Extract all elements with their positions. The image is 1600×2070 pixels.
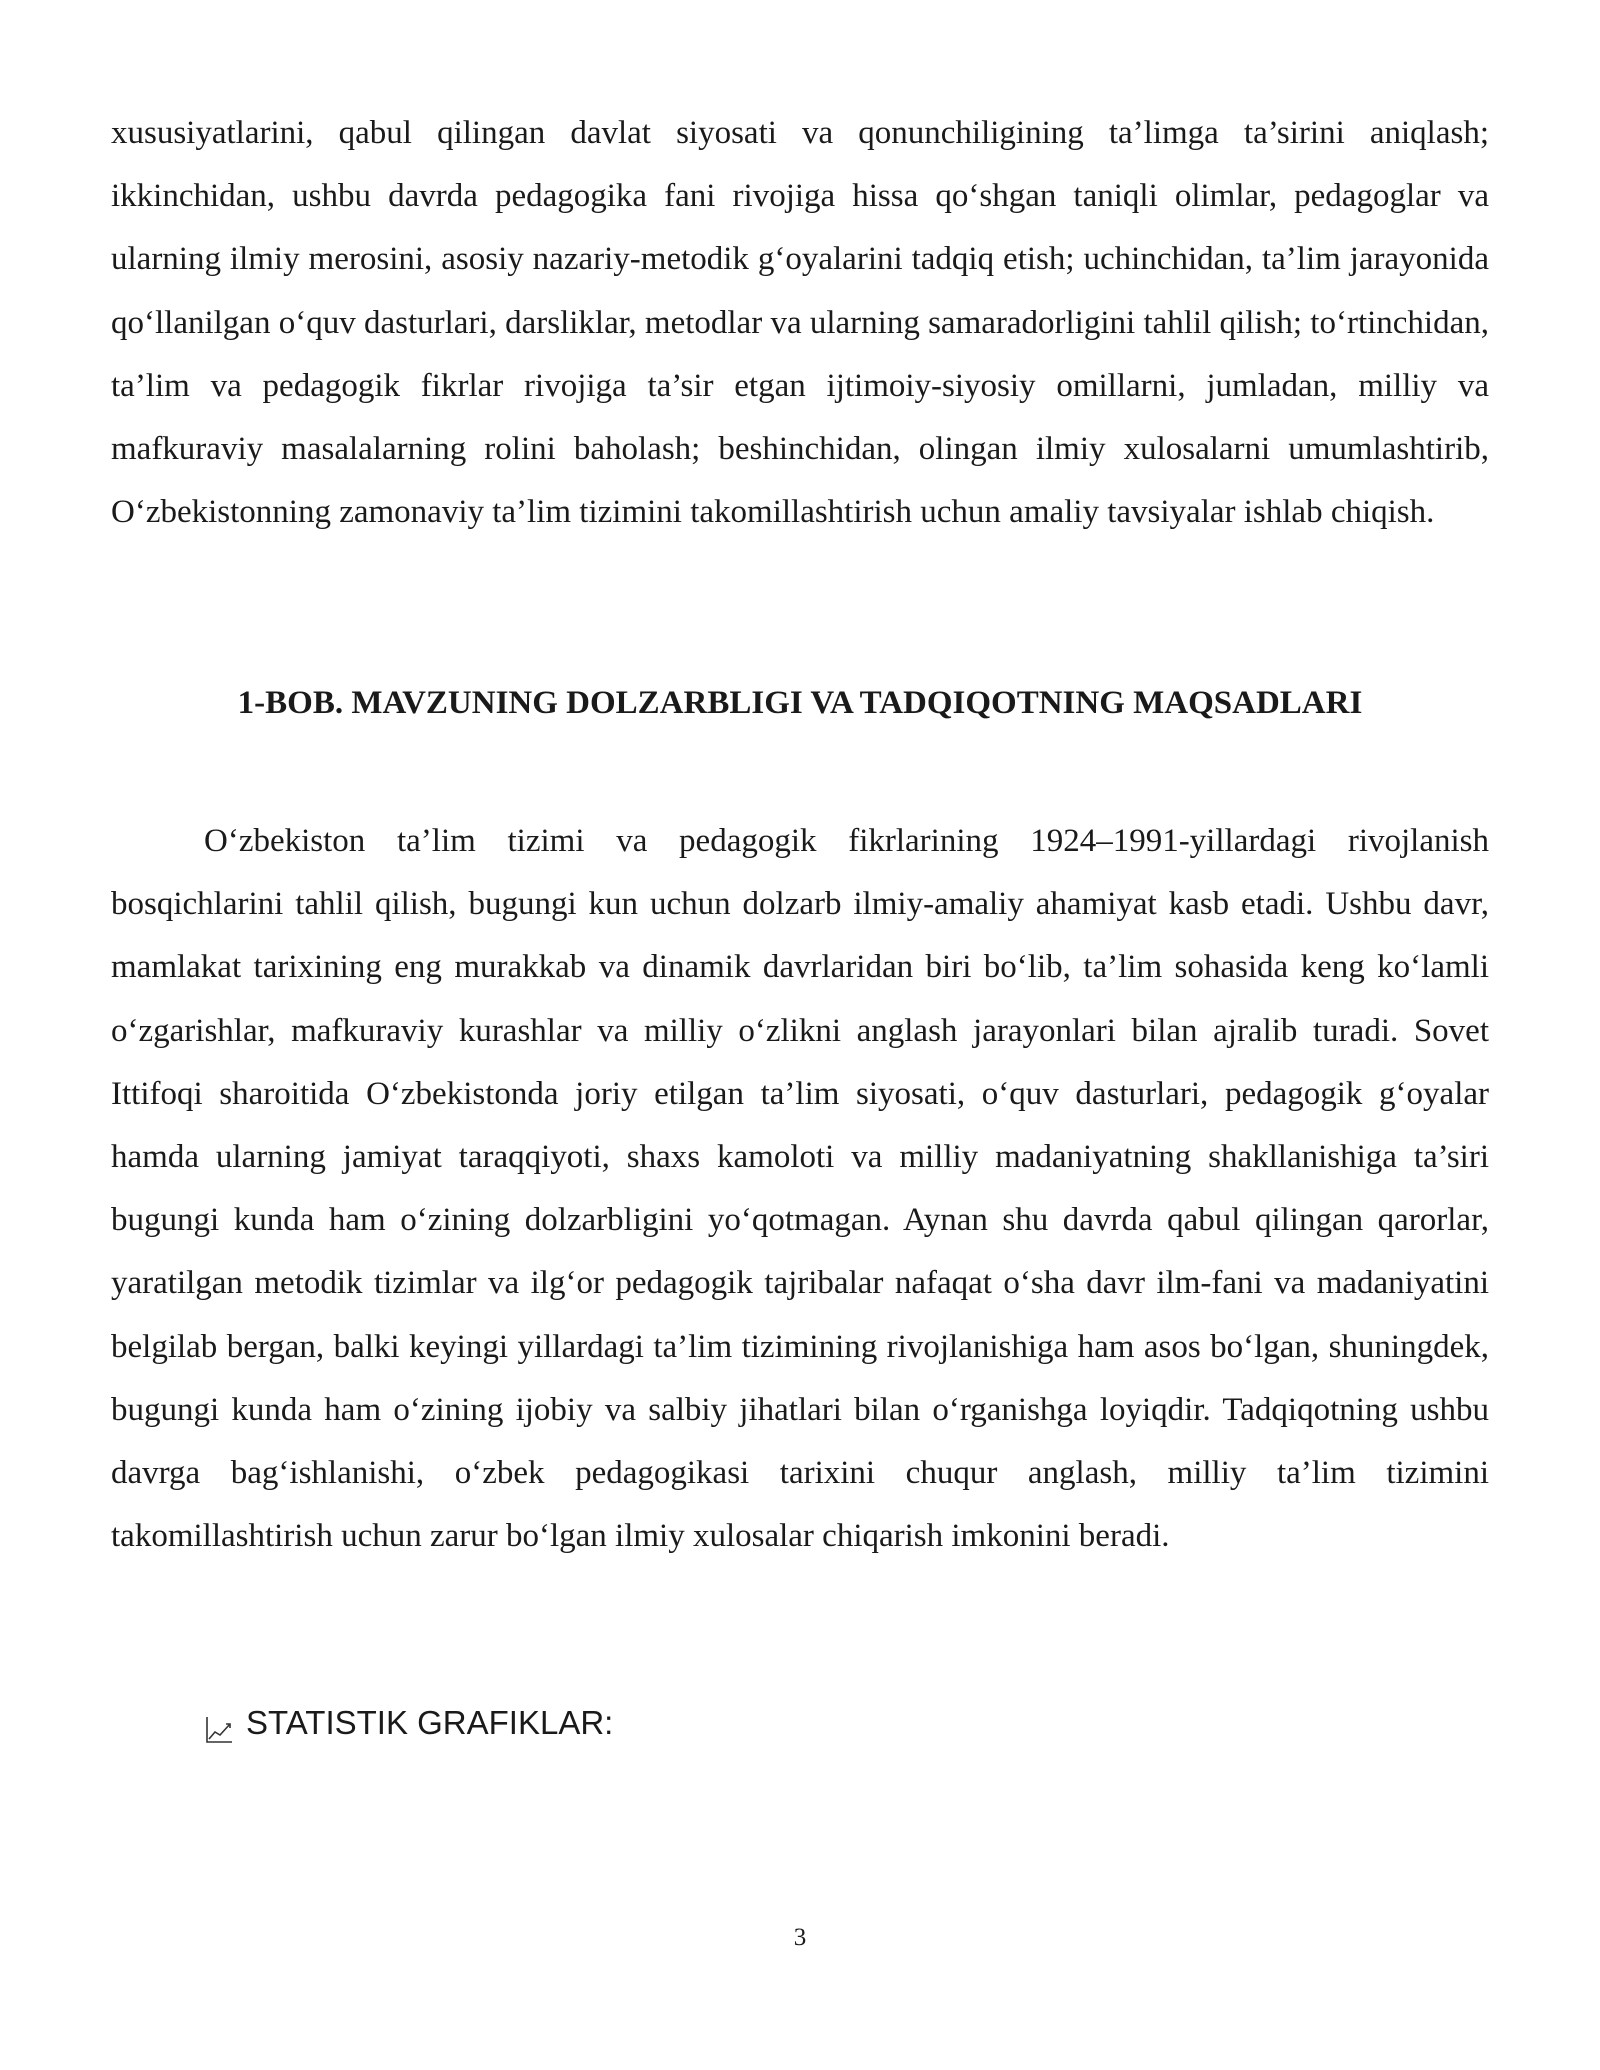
body-paragraph-1: xususiyatlarini, qabul qilingan davlat siyosati va qonunchiligining ta’limga ta’sirini aniqlash; ikkinchidan, ushbu davrda pedagogika fani rivojiga hissa qo‘shgan taniqli olimlar, pedagoglar va ularning ilmiy merosini, asosiy nazariy-metodik g‘oyalarini tadqiq etish; uchinchidan, ta’lim jarayonida qo‘llanilgan o‘quv dasturlari, darsliklar, metodlar va ularning samaradorligini tahlil qilish; to‘rtinchidan, ta’lim va pedagogik fikrlar rivojiga ta’sir etgan ijtimoiy-siyosiy omillarni, jumladan, milliy va mafkuraviy masalalarning rolini baholash; beshinchidan, olingan ilmiy xulosalarni umumlashtirib, O‘zbekistonning zamonaviy ta’lim tizimini takomillashtirish uchun amaliy tavsiyalar ishlab chiqish. bbox=[111, 115, 1489, 531]
body-paragraph-2: O‘zbekiston ta’lim tizimi va pedagogik fikrlarining 1924–1991-yillardagi rivojlanish bosqichlarini tahlil qilish, bugungi kun uchun dolzarb ilmiy-amaliy ahamiyat kasb etadi. Ushbu davr, mamlakat tarixining eng murakkab va dinamik davrlaridan biri bo‘lib, ta’lim sohasida keng ko‘lamli o‘zgarishlar, mafkuraviy kurashlar va milliy o‘zlikni anglash jarayonlari bilan ajralib turadi. Sovet Ittifoqi sharoitida O‘zbekistonda joriy etilgan ta’lim siyosati, o‘quv dasturlari, pedagogik g‘oyalar hamda ularning jamiyat taraqqiyoti, shaxs kamoloti va milliy madaniyatning shakllanishiga ta’siri bugungi kunda ham o‘zining dolzarbligini yo‘qotmagan. Aynan shu davrda qabul qilingan qarorlar, yaratilgan metodik tizimlar va ilg‘or pedagogik tajribalar nafaqat o‘sha davr ilm-fani va madaniyatini belgilab bergan, balki keyingi yillardagi ta’lim tizimining rivojlanishiga ham asos bo‘lgan, shuningdek, bugungi kunda ham o‘zining ijobiy va salbiy jihatlari bilan o‘rganishga loyiqdir. Tadqiqotning ushbu davrga bag‘ishlanishi, o‘zbek pedagogikasi tarixini chuqur anglash, milliy ta’lim tizimini takomillashtirish uchun zarur bo‘lgan ilmiy xulosalar chiqarish imkonini beradi. bbox=[111, 823, 1489, 1555]
chapter-heading: 1-BOB. MAVZUNING DOLZARBLIGI VA TADQIQOTNING MAQSADLARI bbox=[237, 685, 1363, 721]
chart-increasing-icon bbox=[204, 1709, 234, 1739]
statistics-section-label bbox=[204, 1698, 613, 1748]
statistics-label-text: STATISTIK GRAFIKLAR: bbox=[246, 1704, 614, 1741]
page-number: 3 bbox=[793, 1924, 807, 1951]
